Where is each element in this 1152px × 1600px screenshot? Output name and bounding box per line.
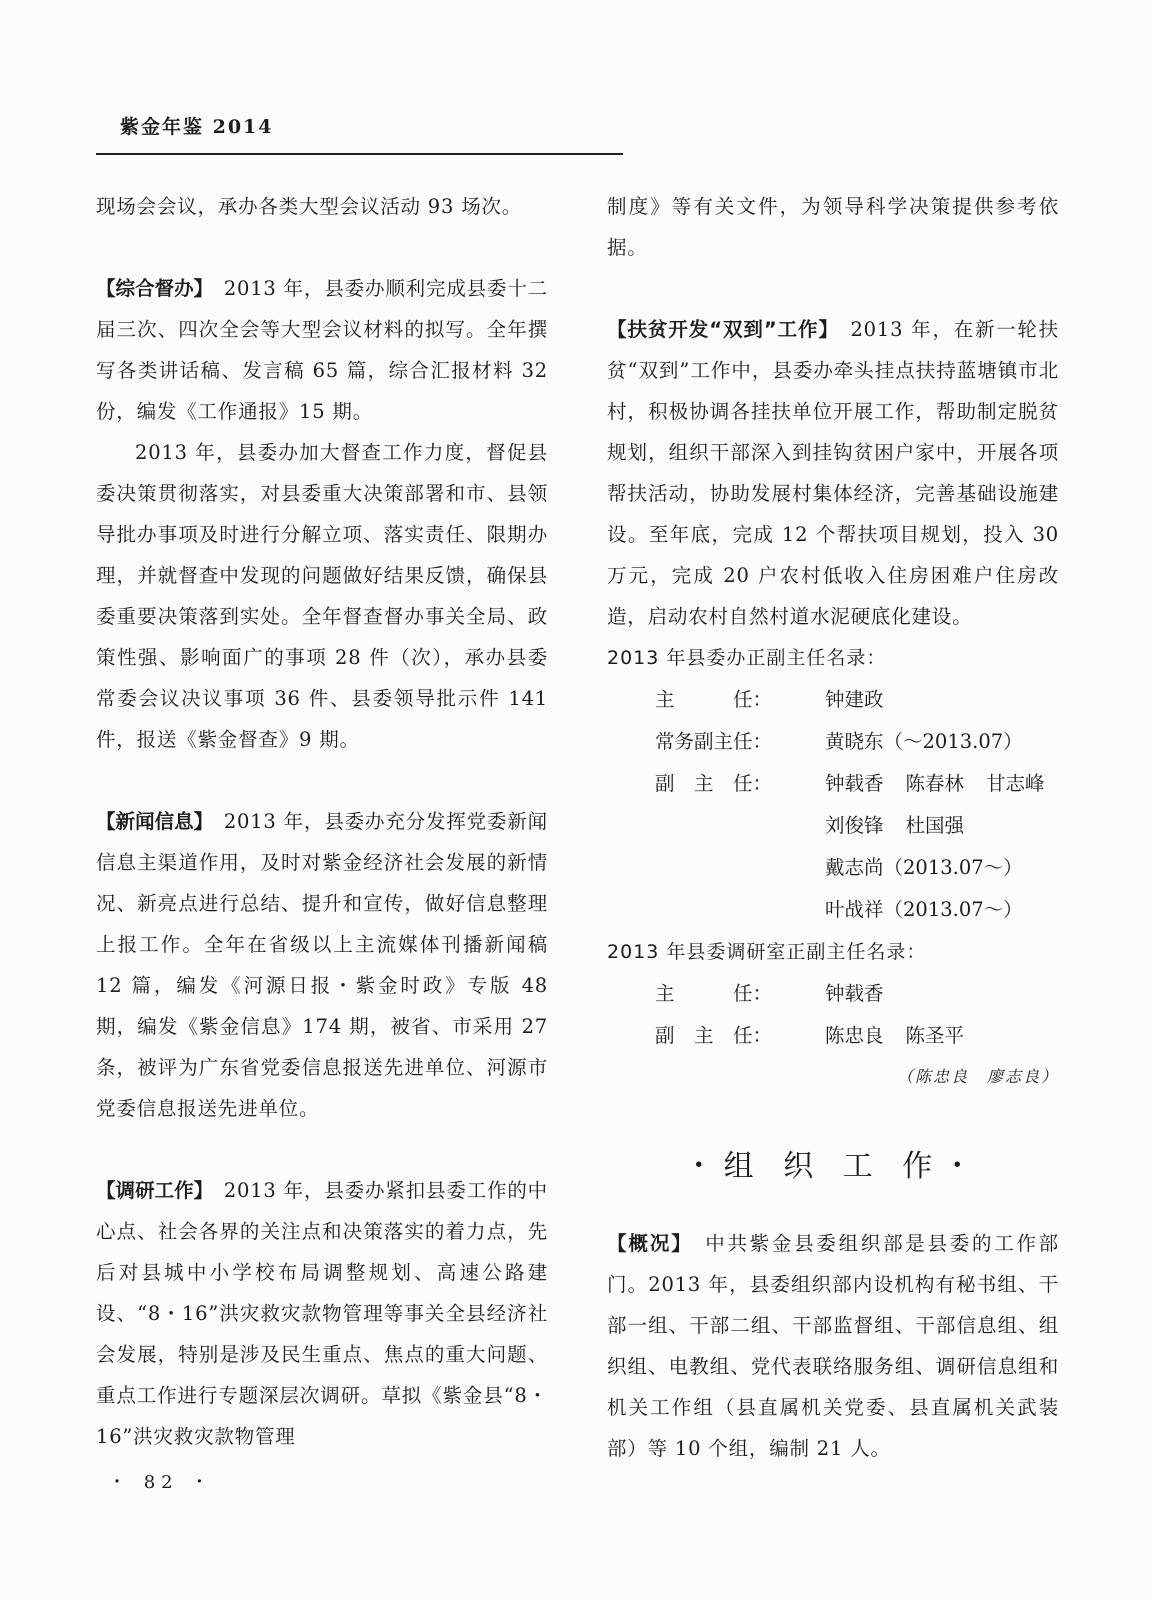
roster-title: 2013 年县委办正副主任名录： [607, 647, 887, 669]
roster-position: 主 任： [655, 688, 773, 711]
section-body: 2013 年，县委办紧扣县委工作的中心点、社会各界的关注点和决策落实的着力点，先后对县城中小学校布局调整规划、高速公路建设、“8・16”洪灾救灾款物管理等事关全县经济社会发展，特别是涉及民生重点、焦点的重大问题、重点工作进行专题深层次调研。草拟《紫金县“8・16”洪灾救灾款物管理 [96, 1179, 548, 1448]
section-body: 2013 年，在新一轮扶贫“双到”工作中，县委办牵头挂点扶持蓝塘镇市北村，积极协调各挂扶单位开展工作，帮助制定脱贫规划，组织干部深入到挂钩贫困户家中，开展各项帮扶活动，协助发展村集体经济，完善基础设施建设。至年底，完成 12 个帮扶项目规划，投入 30 万元，完成 20 户农村低收入住房困难户住房改造，启动农村自然村道水泥硬底化建设。 [607, 318, 1059, 628]
header-rule [96, 153, 623, 155]
left-column [96, 186, 548, 1457]
roster-office-directors [607, 679, 1059, 931]
section-supervision [96, 268, 548, 432]
roster-name: 黄晓东（～2013.07） [825, 730, 1023, 753]
section-body: 2013 年，县委办充分发挥党委新闻信息主渠道作用，及时对紫金经济社会发展的新情况、新亮点进行总结、提升和宣传，做好信息整理上报工作。全年在省级以上主流媒体刊播新闻稿 12 篇，编发《河源日报・紫金时政》专版 48 期，编发《紫金信息》174 期，被省、市采用 27 条，被评为广东省党委信息报送先进单位、河源市党委信息报送先进单位。 [96, 810, 548, 1120]
roster-row [607, 973, 1059, 1015]
section-poverty [607, 309, 1059, 637]
paragraph: 2013 年，县委办加大督查工作力度，督促县委决策贯彻落实，对县委重大决策部署和市、县领导批办事项及时进行分解立项、落实责任、限期办理，并就督查中发现的问题做好结果反馈，确保县委重要决策落到实处。全年督查督办事关全局、政策性强、影响面广的事项 28 件（次），承办县委常委会议决议事项 36 件、县委领导批示件 141 件，报送《紫金督查》9 期。 [96, 441, 548, 751]
roster-name: 钟载香 [825, 772, 884, 795]
roster-position: 副 主 任： [655, 772, 773, 795]
paragraph-continued: 现场会会议，承办各类大型会议活动 93 场次。 [96, 195, 523, 218]
section-research [96, 1170, 548, 1457]
roster-row [607, 889, 1059, 931]
roster-row [607, 679, 1059, 721]
roster-name: 杜国强 [905, 814, 965, 837]
roster-row [607, 763, 1059, 805]
roster-name: 陈忠良 [825, 1024, 884, 1047]
roster-name: 甘志峰 [986, 772, 1045, 795]
roster-research-directors [607, 973, 1059, 1057]
roster-title: 2013 年县委调研室正副主任名录： [607, 941, 927, 963]
roster-position: 主 任： [655, 982, 773, 1005]
right-column [607, 186, 1059, 1469]
roster-name: 叶战祥（2013.07～） [825, 898, 1023, 921]
section-news [96, 801, 548, 1129]
roster-row [607, 805, 1059, 847]
section-tag: 【扶贫开发“双到”工作】 [607, 318, 830, 341]
running-head: 紫金年鉴 2014 [120, 116, 274, 138]
section-tag: 【概况】 [607, 1232, 683, 1255]
roster-name: 刘俊锋 [825, 814, 884, 837]
roster-name: 戴志尚（2013.07～） [825, 856, 1023, 879]
section-tag: 【综合督办】 [96, 277, 204, 300]
roster-name: 钟建政 [825, 688, 884, 711]
roster-name: 钟载香 [825, 982, 884, 1005]
roster-row [607, 721, 1059, 763]
roster-position: 常务副主任： [655, 730, 773, 753]
roster-name: 陈圣平 [905, 1024, 965, 1047]
roster-name: 陈春林 [905, 772, 965, 795]
roster-position: 副 主 任： [655, 1024, 773, 1047]
roster-row [607, 1015, 1059, 1057]
page-number: ・ 82 ・ [108, 1472, 215, 1493]
section-tag: 【调研工作】 [96, 1179, 204, 1202]
roster-row [607, 847, 1059, 889]
section-body: 2013 年，县委办顺利完成县委十二届三次、四次全会等大型会议材料的拟写。全年撰写各类讲话稿、发言稿 65 篇，综合汇报材料 32 份，编发《工作通报》15 期。 [96, 277, 548, 423]
author-credit: （陈忠良 廖志良） [896, 1067, 1059, 1086]
section-title: ・组 织 工 作・ [683, 1149, 983, 1184]
section-overview [607, 1223, 1059, 1469]
paragraph-continued: 制度》等有关文件，为领导科学决策提供参考依据。 [607, 195, 1059, 259]
section-body: 中共紫金县委组织部是县委的工作部门。2013 年，县委组织部内设机构有秘书组、干部一组、干部二组、干部监督组、干部信息组、组织组、电教组、党代表联络服务组、调研信息组和机关工作组（县直属机关党委、县直属机关武装部）等 10 个组，编制 21 人。 [607, 1232, 1059, 1460]
section-tag: 【新闻信息】 [96, 810, 204, 833]
